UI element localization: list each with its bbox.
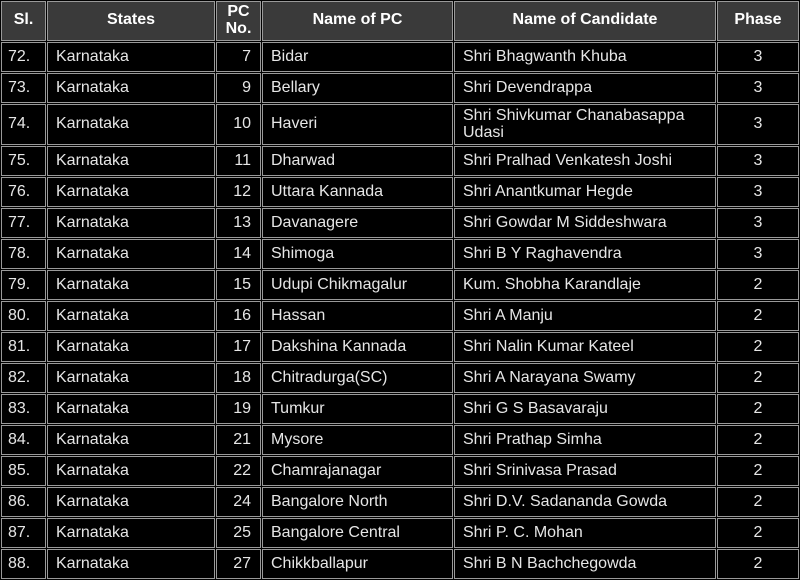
table-row bbox=[1, 42, 799, 72]
table-row bbox=[1, 332, 799, 362]
cell-state: Karnataka bbox=[47, 270, 215, 300]
cell-sl: 86. bbox=[1, 487, 46, 517]
cell-state: Karnataka bbox=[47, 549, 215, 579]
cell-pc-name: Chamrajanagar bbox=[262, 456, 453, 486]
cell-sl: 80. bbox=[1, 301, 46, 331]
cell-pc-no: 10 bbox=[216, 104, 261, 145]
cell-pc-name: Shimoga bbox=[262, 239, 453, 269]
cell-state: Karnataka bbox=[47, 363, 215, 393]
cell-sl: 79. bbox=[1, 270, 46, 300]
cell-sl: 73. bbox=[1, 73, 46, 103]
cell-sl: 77. bbox=[1, 208, 46, 238]
cell-pc-name: Tumkur bbox=[262, 394, 453, 424]
cell-pc-name: Chitradurga(SC) bbox=[262, 363, 453, 393]
cell-pc-no: 9 bbox=[216, 73, 261, 103]
cell-sl: 74. bbox=[1, 104, 46, 145]
cell-phase: 3 bbox=[717, 146, 799, 176]
cell-sl: 78. bbox=[1, 239, 46, 269]
cell-pc-no: 19 bbox=[216, 394, 261, 424]
cell-candidate: Shri B N Bachchegowda bbox=[454, 549, 716, 579]
column-header-name-of-candidate: Name of Candidate bbox=[454, 1, 716, 41]
cell-pc-name: Dharwad bbox=[262, 146, 453, 176]
cell-sl: 72. bbox=[1, 42, 46, 72]
cell-state: Karnataka bbox=[47, 301, 215, 331]
cell-pc-name: Chikkballapur bbox=[262, 549, 453, 579]
table-row bbox=[1, 456, 799, 486]
cell-pc-no: 13 bbox=[216, 208, 261, 238]
cell-candidate: Shri A Manju bbox=[454, 301, 716, 331]
cell-phase: 2 bbox=[717, 518, 799, 548]
cell-state: Karnataka bbox=[47, 239, 215, 269]
table-row bbox=[1, 208, 799, 238]
cell-candidate: Shri Devendrappa bbox=[454, 73, 716, 103]
cell-pc-name: Hassan bbox=[262, 301, 453, 331]
table-row bbox=[1, 177, 799, 207]
column-header-states: States bbox=[47, 1, 215, 41]
column-header-phase: Phase bbox=[717, 1, 799, 41]
cell-state: Karnataka bbox=[47, 208, 215, 238]
cell-candidate: Shri D.V. Sadananda Gowda bbox=[454, 487, 716, 517]
cell-phase: 2 bbox=[717, 394, 799, 424]
table-row bbox=[1, 394, 799, 424]
cell-state: Karnataka bbox=[47, 146, 215, 176]
cell-candidate: Shri Anantkumar Hegde bbox=[454, 177, 716, 207]
table-row bbox=[1, 518, 799, 548]
cell-phase: 3 bbox=[717, 208, 799, 238]
cell-pc-no: 22 bbox=[216, 456, 261, 486]
cell-sl: 87. bbox=[1, 518, 46, 548]
table-row bbox=[1, 425, 799, 455]
cell-candidate: Shri Srinivasa Prasad bbox=[454, 456, 716, 486]
cell-candidate: Shri A Narayana Swamy bbox=[454, 363, 716, 393]
cell-phase: 3 bbox=[717, 239, 799, 269]
cell-candidate: Shri Bhagwanth Khuba bbox=[454, 42, 716, 72]
cell-pc-name: Davanagere bbox=[262, 208, 453, 238]
cell-sl: 85. bbox=[1, 456, 46, 486]
cell-pc-name: Bangalore North bbox=[262, 487, 453, 517]
cell-phase: 2 bbox=[717, 456, 799, 486]
cell-candidate: Shri Pralhad Venkatesh Joshi bbox=[454, 146, 716, 176]
cell-state: Karnataka bbox=[47, 425, 215, 455]
table-header-row bbox=[1, 1, 799, 41]
cell-pc-name: Uttara Kannada bbox=[262, 177, 453, 207]
cell-state: Karnataka bbox=[47, 456, 215, 486]
cell-pc-name: Haveri bbox=[262, 104, 453, 145]
cell-pc-no: 16 bbox=[216, 301, 261, 331]
cell-pc-no: 24 bbox=[216, 487, 261, 517]
cell-pc-no: 17 bbox=[216, 332, 261, 362]
cell-state: Karnataka bbox=[47, 104, 215, 145]
cell-sl: 88. bbox=[1, 549, 46, 579]
cell-phase: 2 bbox=[717, 549, 799, 579]
cell-sl: 75. bbox=[1, 146, 46, 176]
cell-phase: 2 bbox=[717, 363, 799, 393]
cell-pc-no: 21 bbox=[216, 425, 261, 455]
cell-sl: 76. bbox=[1, 177, 46, 207]
cell-pc-no: 11 bbox=[216, 146, 261, 176]
table-row bbox=[1, 104, 799, 145]
column-header-name-of-pc: Name of PC bbox=[262, 1, 453, 41]
cell-phase: 2 bbox=[717, 332, 799, 362]
cell-pc-no: 7 bbox=[216, 42, 261, 72]
cell-phase: 2 bbox=[717, 270, 799, 300]
table-row bbox=[1, 73, 799, 103]
cell-sl: 81. bbox=[1, 332, 46, 362]
cell-state: Karnataka bbox=[47, 177, 215, 207]
table-row bbox=[1, 549, 799, 579]
cell-phase: 2 bbox=[717, 487, 799, 517]
cell-state: Karnataka bbox=[47, 332, 215, 362]
cell-candidate: Shri G S Basavaraju bbox=[454, 394, 716, 424]
cell-phase: 2 bbox=[717, 425, 799, 455]
cell-pc-name: Udupi Chikmagalur bbox=[262, 270, 453, 300]
cell-pc-name: Mysore bbox=[262, 425, 453, 455]
table-row bbox=[1, 301, 799, 331]
cell-pc-no: 27 bbox=[216, 549, 261, 579]
cell-pc-no: 15 bbox=[216, 270, 261, 300]
cell-sl: 82. bbox=[1, 363, 46, 393]
cell-candidate: Shri Gowdar M Siddeshwara bbox=[454, 208, 716, 238]
cell-candidate: Shri P. C. Mohan bbox=[454, 518, 716, 548]
cell-sl: 83. bbox=[1, 394, 46, 424]
cell-phase: 3 bbox=[717, 73, 799, 103]
cell-phase: 3 bbox=[717, 104, 799, 145]
cell-pc-no: 25 bbox=[216, 518, 261, 548]
cell-pc-name: Bellary bbox=[262, 73, 453, 103]
cell-candidate: Shri B Y Raghavendra bbox=[454, 239, 716, 269]
cell-pc-name: Dakshina Kannada bbox=[262, 332, 453, 362]
cell-phase: 3 bbox=[717, 177, 799, 207]
cell-state: Karnataka bbox=[47, 42, 215, 72]
cell-candidate: Shri Shivkumar Chanabasappa Udasi bbox=[454, 104, 716, 145]
cell-pc-name: Bangalore Central bbox=[262, 518, 453, 548]
cell-phase: 2 bbox=[717, 301, 799, 331]
column-header-sl: Sl. bbox=[1, 1, 46, 41]
cell-pc-no: 14 bbox=[216, 239, 261, 269]
cell-sl: 84. bbox=[1, 425, 46, 455]
table-row bbox=[1, 146, 799, 176]
table-row bbox=[1, 239, 799, 269]
cell-phase: 3 bbox=[717, 42, 799, 72]
cell-candidate: Shri Prathap Simha bbox=[454, 425, 716, 455]
cell-state: Karnataka bbox=[47, 487, 215, 517]
table-row bbox=[1, 270, 799, 300]
cell-pc-name: Bidar bbox=[262, 42, 453, 72]
cell-pc-no: 18 bbox=[216, 363, 261, 393]
cell-candidate: Shri Nalin Kumar Kateel bbox=[454, 332, 716, 362]
column-header-pc-no: PC No. bbox=[216, 1, 261, 41]
table-row bbox=[1, 363, 799, 393]
cell-pc-no: 12 bbox=[216, 177, 261, 207]
cell-state: Karnataka bbox=[47, 394, 215, 424]
table-row bbox=[1, 487, 799, 517]
cell-state: Karnataka bbox=[47, 518, 215, 548]
cell-state: Karnataka bbox=[47, 73, 215, 103]
cell-candidate: Kum. Shobha Karandlaje bbox=[454, 270, 716, 300]
